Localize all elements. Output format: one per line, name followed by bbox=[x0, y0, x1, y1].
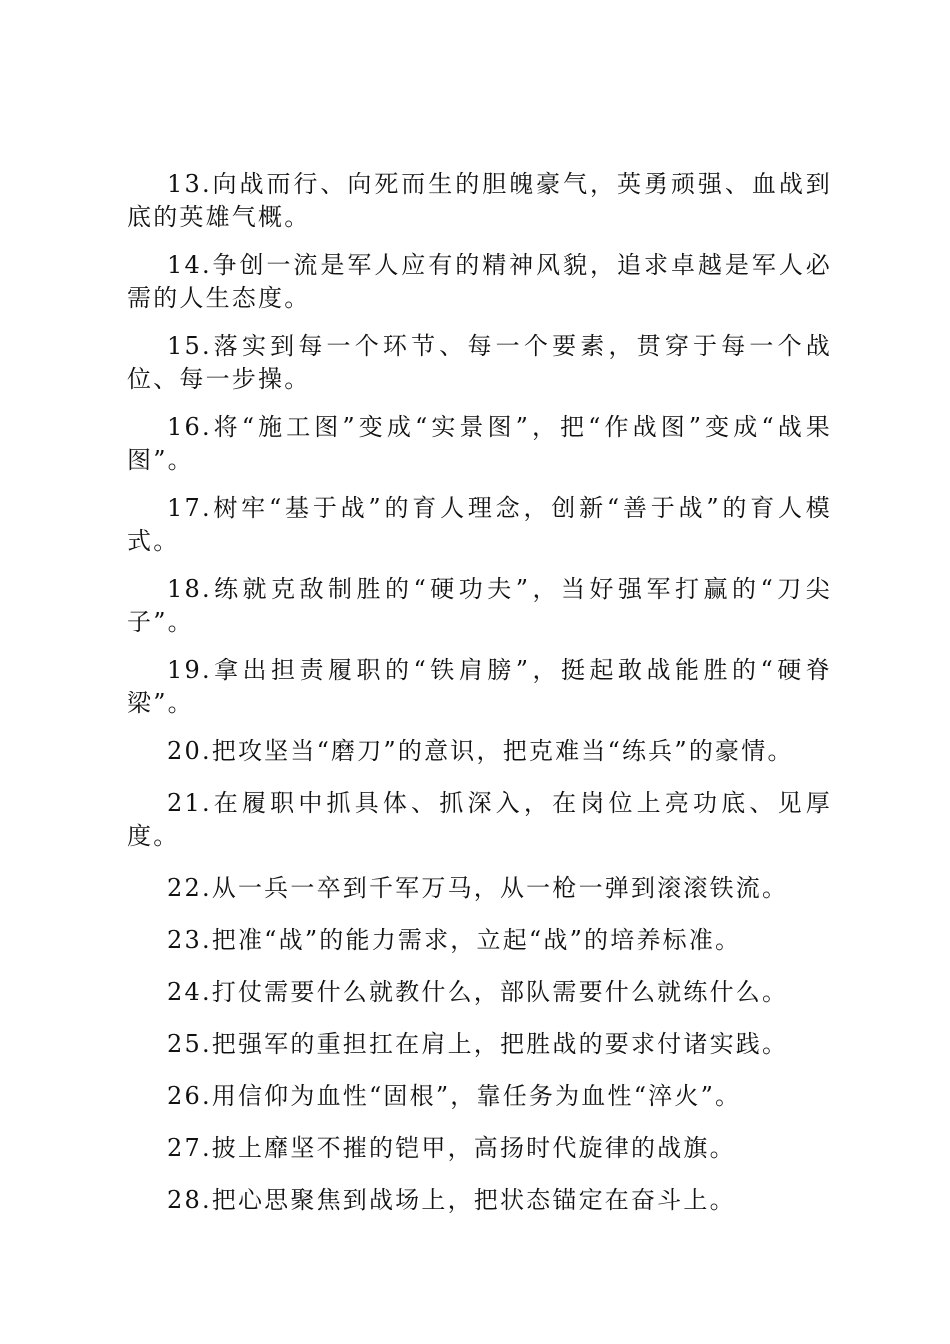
list-item-23: 23.把准“战”的能力需求，立起“战”的培养标准。 bbox=[167, 926, 742, 954]
list-item-19: 19.拿出担责履职的“铁肩膀”，挺起敢战能胜的“硬脊梁”。 bbox=[127, 656, 832, 717]
list-item-22: 22.从一兵一卒到千军万马，从一枪一弹到滚滚铁流。 bbox=[167, 874, 789, 902]
list-item-24: 24.打仗需要什么就教什么，部队需要什么就练什么。 bbox=[167, 978, 789, 1006]
document-body bbox=[127, 168, 832, 1236]
list-item-17: 17.树牢“基于战”的育人理念，创新“善于战”的育人模式。 bbox=[127, 494, 832, 555]
list-item-15: 15.落实到每一个环节、每一个要素，贯穿于每一个战位、每一步操。 bbox=[127, 332, 832, 393]
list-item-27: 27.披上靡坚不摧的铠甲，高扬时代旋律的战旗。 bbox=[167, 1134, 736, 1162]
list-item-26: 26.用信仰为血性“固根”，靠任务为血性“淬火”。 bbox=[167, 1082, 742, 1110]
list-item-20: 20.把攻坚当“磨刀”的意识，把克难当“练兵”的豪情。 bbox=[167, 737, 794, 765]
list-item-13: 13.向战而行、向死而生的胆魄豪气，英勇顽强、血战到底的英雄气概。 bbox=[127, 170, 832, 231]
list-item-21: 21.在履职中抓具体、抓深入，在岗位上亮功底、见厚度。 bbox=[127, 789, 832, 850]
list-item-25: 25.把强军的重担扛在肩上，把胜战的要求付诸实践。 bbox=[167, 1030, 789, 1058]
list-item-18: 18.练就克敌制胜的“硬功夫”，当好强军打赢的“刀尖子”。 bbox=[127, 575, 832, 636]
list-item-28: 28.把心思聚焦到战场上，把状态锚定在奋斗上。 bbox=[167, 1186, 736, 1214]
list-item-14: 14.争创一流是军人应有的精神风貌，追求卓越是军人必需的人生态度。 bbox=[127, 251, 832, 312]
list-item-16: 16.将“施工图”变成“实景图”，把“作战图”变成“战果图”。 bbox=[127, 413, 832, 474]
